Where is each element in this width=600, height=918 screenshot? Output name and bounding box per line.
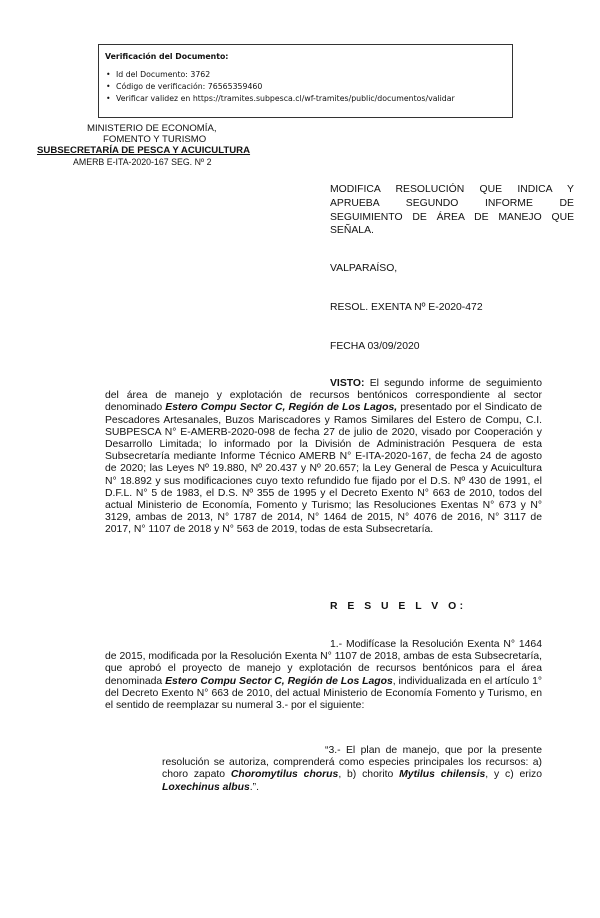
verification-doc-id: • Id del Documento: 3762 xyxy=(116,69,506,81)
point1-paragraph xyxy=(105,639,542,712)
visto-label: VISTO: xyxy=(330,378,365,389)
verification-title: Verificación del Documento: xyxy=(105,52,229,61)
visto-text-1: El segundo informe de seguimiento del área de manejo y explotación de recursos bentónicos correspondiente al sector denominado xyxy=(105,378,542,414)
species-chorito: Mytilus chilensis xyxy=(399,769,486,781)
verification-box xyxy=(98,44,513,118)
quote-text-4: .”. xyxy=(249,781,259,793)
verification-list xyxy=(105,69,506,105)
ministry-header xyxy=(57,123,257,145)
visto-text-2: presentado por el Sindicato de Pescadores Artesanales, Buzos Mariscadores y Ramos Similares del Estero de Compu, C.I. SUBPESCA N° E-AMERB-2020-098 de fecha 27 de julio de 2020, visado por Cooperación y Desarrollo Limitada; lo informado por la División de Administración Pesquera de esta Subsecretaría mediante Informe Técnico AMERB N° E-ITA-2020-167, de fecha 24 de agosto de 2020; las Leyes Nº 19.880, Nº 20.437 y Nº 20.657; la Ley General de Pesca y Acuicultura N° 18.892 y sus modificaciones cuyo texto refundido fue fijado por el D.S. Nº 430 de 1991, el D.F.L. N° 5 de 1983, el D.S. Nº 355 de 1995 y el Decreto Exento N° 663 de 2010, todos del actual Ministerio de Economía, Fomento y Turismo; las Resoluciones Exentas N° 673 y N° 3129, ambas de 2013, N° 1787 de 2014, N° 1464 de 2015, N° 4076 de 2016, N° 3117 de 2017, N° 1107 de 2018 y N° 563 de 2019, todas de esta Subsecretaría. xyxy=(105,402,542,536)
quote-text-2: , b) chorito xyxy=(338,769,400,781)
resolution-number: RESOL. EXENTA Nº E-2020-472 xyxy=(330,302,483,313)
species-erizo: Loxechinus albus xyxy=(162,781,250,793)
verification-code: • Código de verificación: 76565359460 xyxy=(116,81,506,93)
point1-area-name: Estero Compu Sector C, Región de Los Lagos xyxy=(165,675,393,687)
resolution-date: FECHA 03/09/2020 xyxy=(330,341,420,352)
visto-paragraph xyxy=(105,378,542,537)
file-code: AMERB E-ITA-2020-167 SEG. Nº 2 xyxy=(73,157,212,167)
place: VALPARAÍSO, xyxy=(330,263,398,274)
resuelvo-heading: R E S U E L V O: xyxy=(330,601,467,612)
ministry-line1: MINISTERIO DE ECONOMÍA, xyxy=(87,123,217,134)
resolution-title: MODIFICA RESOLUCIÓN QUE INDICA Y APRUEBA SEGUNDO INFORME DE SEGUIMIENTO DE ÁREA DE MANEJO QUE SEÑALA. xyxy=(330,184,574,237)
subsecretaria-heading: SUBSECRETARÍA DE PESCA Y ACUICULTURA xyxy=(37,145,251,156)
point1-text-2: , individualizada en el artículo 1° del Decreto Exento N° 663 de 2010, del actual Ministerio de Economía Fomento y Turismo, en el sentido de reemplazar su numeral 3.- por el siguiente: xyxy=(105,675,543,712)
quote-block xyxy=(162,745,542,794)
quote-text-1: “3.- El plan de manejo, que por la presente resolución se autoriza, comprenderá como especies principales los recursos: a) choro zapato xyxy=(162,745,542,781)
ministry-line2: FOMENTO Y TURISMO xyxy=(103,134,207,145)
quote-text-3: , y c) erizo xyxy=(485,769,543,781)
point1-text-1: 1.- Modifícase la Resolución Exenta N° 1464 de 2015, modificada por la Resolución Exenta N° 1107 de 2018, ambas de esta Subsecretaría, que aprobó el proyecto de manejo y explotación de recursos bentónicos para el área denominada xyxy=(105,639,542,687)
visto-area-name: Estero Compu Sector C, Región de Los Lagos, xyxy=(165,402,398,414)
species-choro-zapato: Choromytilus chorus xyxy=(230,769,339,781)
verification-url[interactable]: • Verificar validez en https://tramites.subpesca.cl/wf-tramites/public/documentos/validar xyxy=(116,93,506,105)
